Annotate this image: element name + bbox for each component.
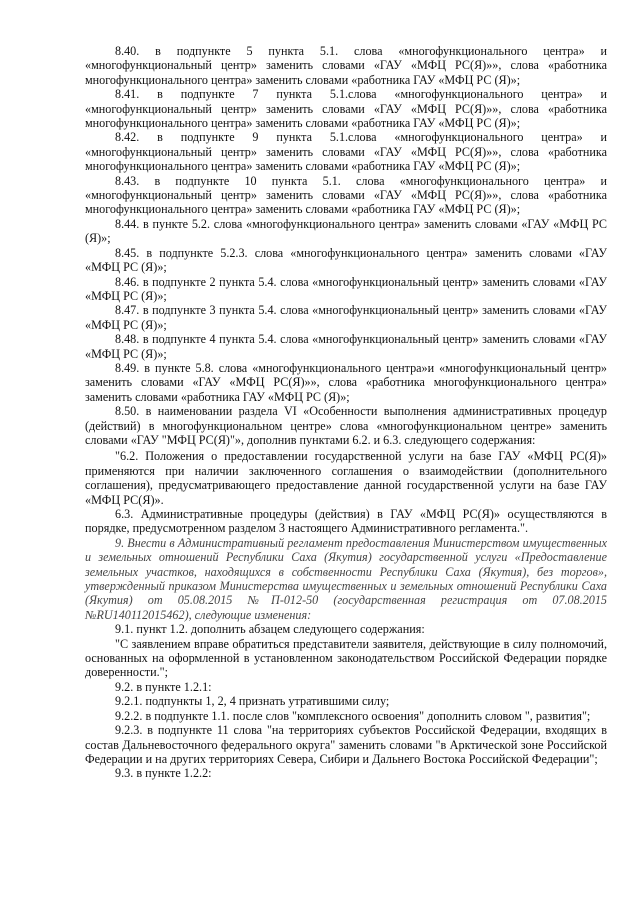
paragraph-8-46: 8.46. в подпункте 2 пункта 5.4. слова «многофункциональный центр» заменить словами «ГАУ «МФЦ РС (Я)»; xyxy=(85,274,607,303)
paragraph-8-42: 8.42. в подпункте 9 пункта 5.1.слова «многофункционального центра» и «многофункциональный центр» заменить словами «ГАУ «МФЦ РС(Я)»», слова «работника многофункционального центра» заменить словами «работника ГАУ «МФЦ РС (Я)»; xyxy=(85,130,607,174)
paragraph-9-3: 9.3. в пункте 1.2.2: xyxy=(115,766,212,781)
paragraph-9-1: 9.1. пункт 1.2. дополнить абзацем следующего содержания: xyxy=(115,622,425,637)
quoted-block-6 xyxy=(85,449,607,535)
paragraph-8-50: 8.50. в наименовании раздела VI «Особенности выполнения административных процедур (действий) в многофункциональном центре» слова «многофункциональном центре» заменить словами «ГАУ "МФЦ РС(Я)"», дополнив пунктами 6.2. и 6.3. следующего содержания: xyxy=(85,404,607,447)
paragraph-8-41: 8.41. в подпункте 7 пункта 5.1.слова «многофункционального центра» и «многофункциональный центр» заменить словами «ГАУ «МФЦ РС(Я)»», слова «работника многофункционального центра» заменить словами «работника ГАУ «МФЦ РС (Я)»; xyxy=(85,87,607,131)
paragraph-9-2: 9.2. в пункте 1.2.1: xyxy=(115,679,212,694)
paragraph-8-45: 8.45. в подпункте 5.2.3. слова «многофункционального центра» заменить словами «ГАУ «МФЦ РС (Я)»; xyxy=(85,245,607,275)
quoted-block-9 xyxy=(85,622,607,780)
document-body xyxy=(85,44,607,781)
paragraph-8-48: 8.48. в подпункте 4 пункта 5.4. слова «многофункциональный центр» заменить словами «ГАУ «МФЦ РС (Я)»; xyxy=(85,332,607,361)
paragraph-8-47: 8.47. в подпункте 3 пункта 5.4. слова «многофункциональный центр» заменить словами «ГАУ «МФЦ РС (Я)»; xyxy=(85,303,607,332)
paragraph-6-3: 6.3. Административные процедуры (действия) в ГАУ «МФЦ РС(Я)» осуществляются в порядке, предусмотренном разделом 3 настоящего Административного регламента.". xyxy=(85,507,607,536)
paragraph-8-44: 8.44. в пункте 5.2. слова «многофункционального центра» заменить словами «ГАУ «МФЦ РС (Я)»; xyxy=(85,216,607,246)
paragraph-9: 9. Внести в Административный регламент предоставления Министерством имущественных и земельных отношений Республики Саха (Якутия) государственной услуги «Предоставление земельных участков, находящихся в собственности Республики Саха (Якутия), без торгов», утвержденный приказом Министерства имущественных и земельных отношений Республики Саха (Якутия) от 05.08.2015 №П-012-50 (государственная регистрация от 07.08.2015 №RU140112015462), следующие изменения: xyxy=(85,535,607,622)
paragraph-8-49: 8.49. в пункте 5.8. слова «многофункционального центра»и «многофункциональный центр» заменить словами «ГАУ «МФЦ РС(Я)»», слова «работника многофункционального центра» заменить словами «работника ГАУ «МФЦ РС (Я)»; xyxy=(85,360,607,404)
paragraph-9-2-3: 9.2.3. в подпункте 11 слова "на территориях субъектов Российской Федерации, входящих в состав Дальневосточного федерального округа" заменить словами "в Арктической зоне Российской Федерации и на других территориях Севера, Сибири и Дальнего Востока Российской Федерации"; xyxy=(85,723,607,766)
paragraph-8-40: 8.40. в подпункте 5 пункта 5.1. слова «многофункционального центра» и «многофункциональный центр» заменить словами «ГАУ «МФЦ РС(Я)»», слова «работника многофункционального центра» заменить словами «работника ГАУ «МФЦ РС (Я)»; xyxy=(85,44,607,87)
paragraph-9-2-2: 9.2.2. в подпункте 1.1. после слов "комплексного освоения" дополнить словом ", развития"; xyxy=(115,708,591,723)
paragraph-9-1-quote: "С заявлением вправе обратиться представители заявителя, действующие в силу полномочий, основанных на оформленной в установленном законодательством Российской Федерации порядке доверенности."; xyxy=(85,636,607,680)
paragraph-8-43: 8.43. в подпункте 10 пункта 5.1. слова «многофункционального центра» и «многофункциональный центр» заменить словами «ГАУ «МФЦ РС(Я)»», слова «работника многофункционального центра» заменить словами «работника ГАУ «МФЦ РС (Я)»; xyxy=(85,173,607,217)
paragraph-9-2-1: 9.2.1. подпункты 1, 2, 4 признать утратившими силу; xyxy=(115,694,390,709)
paragraph-6-2: "6.2. Положения о предоставлении государственной услуги на базе ГАУ «МФЦ РС(Я)» применяются при наличии заключенного соглашения о взаимодействии (дополнительного соглашения), предусматривающего предоставление данной государственной услуги на базе ГАУ «МФЦ РС(Я)». xyxy=(85,449,607,507)
